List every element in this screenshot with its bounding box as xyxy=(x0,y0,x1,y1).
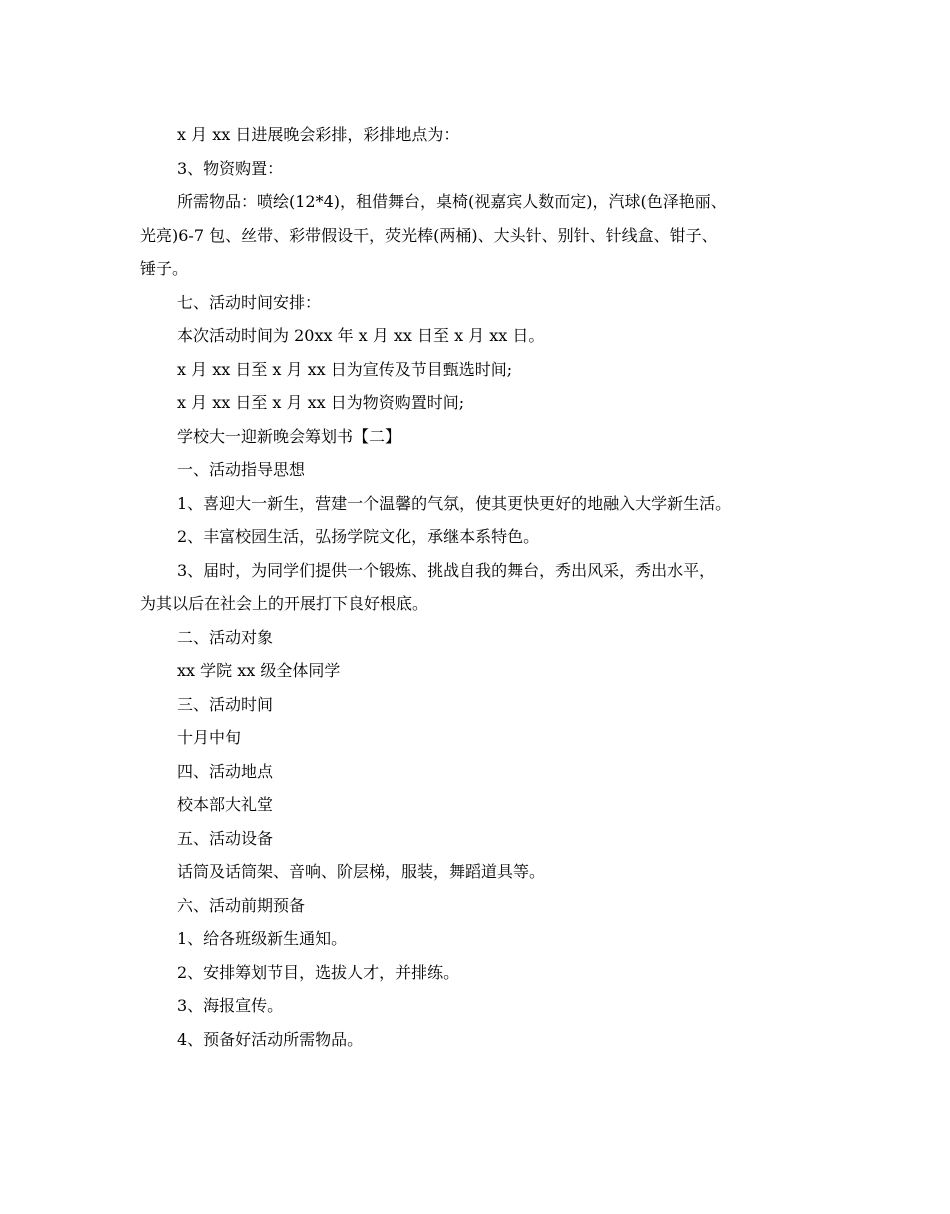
text-line: x 月 xx 日至 x 月 xx 日为物资购置时间; xyxy=(177,393,465,412)
text-line: 校本部大礼堂 xyxy=(177,795,274,814)
text-line: 4、预备好活动所需物品。 xyxy=(177,1029,364,1049)
text-line: 2、丰富校园生活，弘扬学院文化，承继本系特色。 xyxy=(177,527,540,546)
document-subtitle: 学校大一迎新晚会筹划书【二】 xyxy=(177,426,402,446)
text-line: xx 学院 xx 级全体同学 xyxy=(177,661,341,680)
text-line: 所需物品：喷绘(12*4)，租借舞台，桌椅(视嘉宾人数而定)，汽球(色泽艳丽、 xyxy=(177,192,727,211)
section-heading: 七、活动时间安排： xyxy=(177,292,322,312)
text-line: 为其以后在社会上的开展打下良好根底。 xyxy=(140,594,429,613)
text-line: 2、安排筹划节目，选拔人才，并排练。 xyxy=(177,962,460,982)
section-heading: 一、活动指导思想 xyxy=(177,460,306,479)
text-line: 3、届时，为同学们提供一个锻炼、挑战自我的舞台，秀出风采，秀出水平， xyxy=(177,560,716,580)
text-line: x 月 xx 日进展晚会彩排，彩排地点为： xyxy=(177,125,460,144)
text-line: 3、海报宣传。 xyxy=(177,996,284,1015)
document-body xyxy=(140,118,830,1056)
text-line: 十月中旬 xyxy=(177,728,242,747)
section-heading: 四、活动地点 xyxy=(177,761,274,781)
text-line: 锤子。 xyxy=(140,259,189,278)
section-heading: 五、活动设备 xyxy=(177,828,274,848)
section-heading: 3、物资购置： xyxy=(177,158,284,178)
section-heading: 六、活动前期预备 xyxy=(177,895,306,915)
section-heading: 二、活动对象 xyxy=(177,627,274,647)
text-line: 本次活动时间为 20xx 年 x 月 xx 日至 x 月 xx 日。 xyxy=(177,326,545,345)
text-line: 光亮)6-7 包、丝带、彩带假设干，荧光棒(两桶)、大头针、别针、针线盒、钳子、 xyxy=(140,225,718,245)
text-line: 话筒及话筒架、音响、阶层梯，服装，舞蹈道具等。 xyxy=(177,862,546,881)
text-line: x 月 xx 日至 x 月 xx 日为宣传及节目甄选时间; xyxy=(177,359,513,379)
text-line: 1、喜迎大一新生，营建一个温馨的气氛，使其更快更好的地融入大学新生活。 xyxy=(177,493,732,513)
text-line: 1、给各班级新生通知。 xyxy=(177,929,348,948)
section-heading: 三、活动时间 xyxy=(177,694,274,714)
